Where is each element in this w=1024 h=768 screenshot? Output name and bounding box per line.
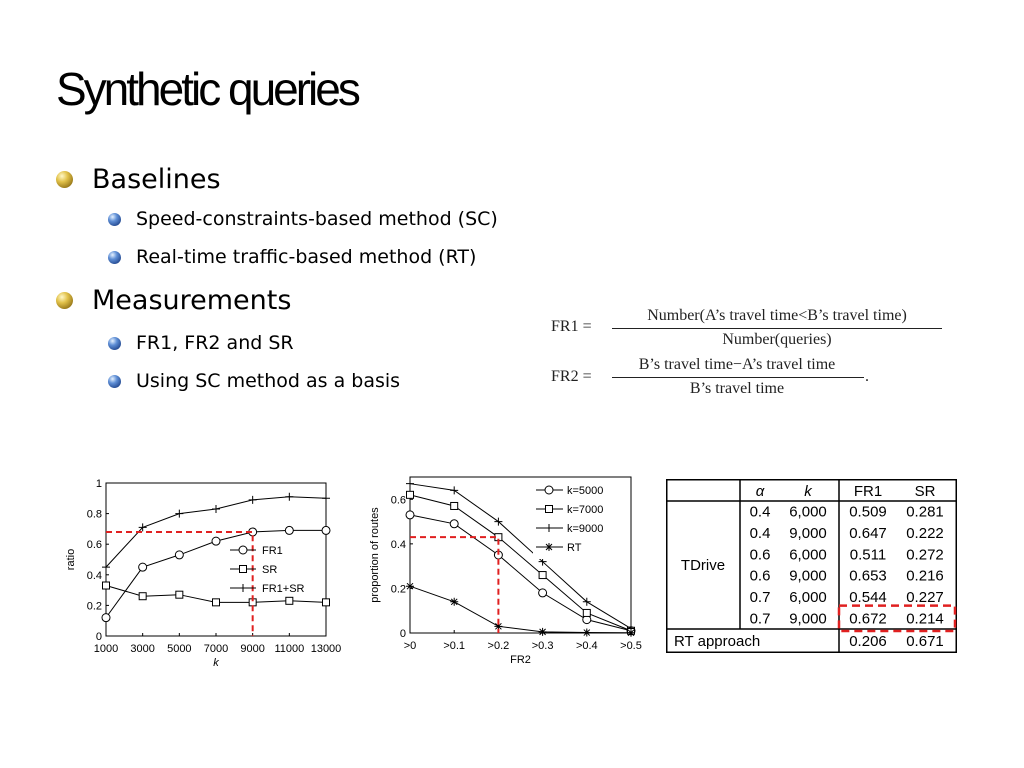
chart2-point-RT [450,598,458,606]
formula-fr2-fraction-bar [612,377,864,378]
formula-fr2-lhs: FR2 = [551,368,592,385]
bullet-orb-icon [56,171,73,188]
table-header-cell: α [755,483,765,500]
chart2-x-tick-label: >0.2 [487,640,510,652]
chart2-point-k=5000 [450,520,458,528]
chart1-legend-label: SR [262,564,278,576]
table-cell: 9,000 [789,567,827,585]
bullet-measurements: Measurements [92,285,292,316]
bullet-orb-icon [108,251,121,264]
chart1-legend-marker [239,546,247,554]
chart2-legend-label: k=7000 [567,504,604,516]
table-header-cell: SR [914,483,936,500]
table-cell: 6,000 [789,546,827,564]
chart2-y-axis-label: proportion of routes [369,507,381,603]
chart2-y-tick-label: 0 [399,628,406,640]
chart1-x-axis-label: k [213,657,219,669]
chart1-x-tick-label: 11000 [274,643,305,655]
table-cell: 0.281 [906,503,944,521]
chart2-point-k=7000 [407,491,414,498]
chart2-point-RT [539,628,547,636]
table-cell: 0.6 [749,546,771,564]
chart2-x-axis-label: FR2 [510,654,531,666]
chart1-point-SR [213,599,220,606]
table-cell: 9,000 [789,525,827,542]
table-footer-label: RT approach [674,633,761,650]
chart2-legend-marker [546,506,553,513]
chart1-point-FR1 [285,526,293,534]
table-header-cell: FR1 [853,483,883,500]
bullet-orb-icon [56,292,73,309]
chart1-y-tick-label: 0.2 [86,600,102,613]
chart2-legend-label: RT [567,542,582,554]
formula-fr2-denominator: B’s travel time [689,380,785,397]
sub-bullet-basis: Using SC method as a basis [136,370,401,392]
table-cell: 0.647 [849,525,887,542]
bullet-baselines: Baselines [92,164,221,195]
table-cell: 0.544 [849,589,887,606]
formula-fr2-period: . [865,368,869,385]
bullet-orb-icon [108,337,121,350]
chart1-x-tick-label: 1000 [93,643,119,655]
chart2-x-tick-label: >0 [403,640,417,652]
chart2-y-tick-label: 0.2 [390,583,406,596]
table-cell: 0.672 [849,610,887,628]
table-cell: 0.7 [749,589,771,606]
bullet-orb-icon [108,375,121,388]
table-footer-cell: 0.206 [849,633,887,650]
table-cell: 6,000 [789,589,827,606]
chart2-legend-marker [545,543,553,551]
chart2-point-RT [627,629,635,637]
chart-ratio-vs-k [60,470,360,675]
chart2-point-k=5000 [406,511,414,519]
chart2-point-k=7000 [583,609,590,616]
chart2-legend-label: k=9000 [567,523,604,535]
chart1-x-tick-label: 13000 [310,643,342,655]
formula-fr2-numerator: B’s travel time−A’s travel time [638,356,836,373]
table-cell: 6,000 [789,503,827,521]
chart2-point-k=7000 [451,502,458,509]
chart1-y-tick-label: 0 [95,631,102,643]
chart1-legend-label: FR1+SR [262,583,305,595]
table-footer-cell: 0.671 [906,633,944,650]
chart1-y-axis-label: ratio [65,548,77,571]
chart2-legend-marker [545,486,553,494]
chart1-x-tick-label: 3000 [130,643,155,655]
table-group-label: TDrive [680,557,726,574]
chart1-point-FR1 [175,551,183,559]
table-cell: 0.4 [749,503,771,521]
chart2-point-RT [583,629,591,637]
table-cell: 0.227 [906,589,944,606]
chart2-legend-label: k=5000 [567,485,604,497]
chart1-x-tick-label: 5000 [167,643,192,655]
chart1-point-FR1 [102,614,110,622]
chart1-point-SR [323,599,330,606]
chart1-y-tick-label: 0.6 [86,539,102,552]
chart1-point-SR [286,597,293,604]
table-cell: 0.272 [906,546,944,564]
chart1-point-SR [176,591,183,598]
formula-fr1-lhs: FR1 = [551,318,592,335]
chart1-y-tick-label: 0.8 [86,508,102,521]
table-cell: 0.653 [849,567,887,585]
slide-title: Synthetic queries [56,63,358,115]
bullet-orb-icon [108,213,121,226]
chart-proportion-vs-fr2 [362,470,654,675]
table-header-cell: k [804,483,812,500]
table-cell: 0.7 [749,610,771,628]
chart2-y-tick-label: 0.6 [390,494,406,507]
chart1-point-FR1 [322,526,330,534]
chart1-y-tick-label: 0.4 [86,569,102,582]
chart1-point-SR [139,593,146,600]
chart2-x-tick-label: >0.4 [575,640,598,652]
chart1-point-FR1 [212,537,220,545]
formula-fr1-denominator: Number(queries) [722,331,832,348]
chart1-legend-marker [240,566,247,573]
sub-bullet-rt: Real-time traffic-based method (RT) [136,246,477,268]
chart1-y-tick-label: 1 [95,478,102,490]
chart2-point-k=7000 [539,572,546,579]
sub-bullet-fr: FR1, FR2 and SR [136,332,294,354]
formula-fr1-numerator: Number(A’s travel time<B’s travel time) [647,307,907,324]
chart1-point-SR [103,582,110,589]
chart1-x-tick-label: 7000 [203,643,229,655]
chart2-y-tick-label: 0.4 [390,538,406,551]
table-cell: 0.222 [906,525,944,542]
table-cell: 0.511 [849,546,887,564]
table-cell: 0.4 [749,525,771,542]
results-table [666,479,957,653]
table-cell: 0.6 [749,567,771,585]
chart2-point-k=5000 [539,589,547,597]
sub-bullet-sc: Speed-constraints-based method (SC) [136,208,498,230]
chart2-point-RT [406,582,414,590]
table-cell: 0.509 [849,503,887,521]
chart1-legend-label: FR1 [262,545,283,557]
chart2-x-tick-label: >0.5 [620,640,642,652]
chart2-x-tick-label: >0.3 [531,640,554,652]
table-cell: 0.214 [906,610,944,628]
chart1-point-FR1 [139,563,147,571]
formula-fr1-fraction-bar [612,328,942,329]
table-cell: 9,000 [789,610,827,628]
table-cell: 0.216 [906,567,944,585]
chart1-x-tick-label: 9000 [240,643,265,655]
chart2-x-tick-label: >0.1 [443,640,466,652]
